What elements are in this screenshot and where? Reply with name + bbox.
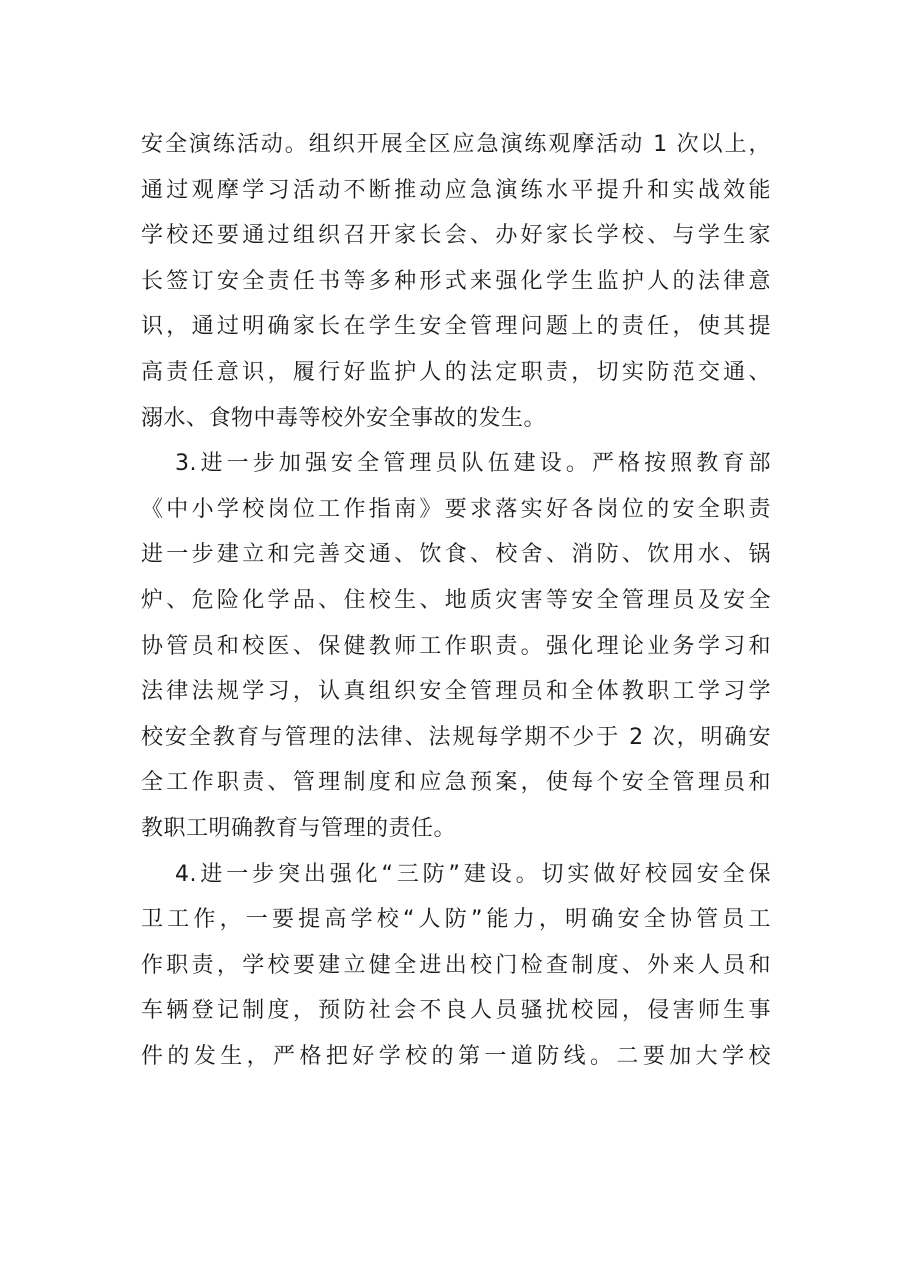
text-line: 件的发生，严格把好学校的第一道防线。二要加大学校 [141, 1043, 771, 1069]
text-line: 作职责，学校要建立健全进出校门检查制度、外来人员和 [141, 952, 771, 978]
text-line: 教职工明确教育与管理的责任。 [141, 815, 457, 841]
text-line: 长签订安全责任书等多种形式来强化学生监护人的法律意 [141, 268, 771, 294]
text-line: 高责任意识，履行好监护人的法定职责，切实防范交通、 [141, 359, 771, 385]
text-line: 4.进一步突出强化“三防”建设。切实做好校园安全保 [175, 861, 771, 887]
text-line: 进一步建立和完善交通、饮食、校舍、消防、饮用水、锅 [141, 542, 771, 568]
text-line: 《中小学校岗位工作指南》要求落实好各岗位的安全职责 [141, 496, 771, 522]
text-line: 法律法规学习，认真组织安全管理员和全体教职工学习学 [141, 679, 771, 705]
document-body [141, 122, 771, 1079]
text-line: 学校还要通过组织召开家长会、办好家长学校、与学生家 [141, 223, 771, 249]
text-line: 3.进一步加强安全管理员队伍建设。严格按照教育部 [175, 451, 771, 477]
text-line: 全工作职责、管理制度和应急预案，使每个安全管理员和 [141, 770, 771, 796]
text-line: 识，通过明确家长在学生安全管理问题上的责任，使其提 [141, 314, 771, 340]
text-line: 卫工作，一要提高学校“人防”能力，明确安全协管员工 [141, 907, 771, 933]
text-line: 车辆登记制度，预防社会不良人员骚扰校园，侵害师生事 [141, 998, 771, 1024]
text-line: 校安全教育与管理的法律、法规每学期不少于 2 次，明确安 [141, 724, 771, 750]
text-line: 安全演练活动。组织开展全区应急演练观摩活动 1 次以上， [141, 132, 771, 157]
text-line: 炉、危险化学品、住校生、地质灾害等安全管理员及安全 [141, 587, 771, 613]
text-line: 协管员和校医、保健教师工作职责。强化理论业务学习和 [141, 633, 771, 659]
text-line: 溺水、食物中毒等校外安全事故的发生。 [141, 405, 547, 431]
text-line: 通过观摩学习活动不断推动应急演练水平提升和实战效能 [141, 177, 771, 203]
